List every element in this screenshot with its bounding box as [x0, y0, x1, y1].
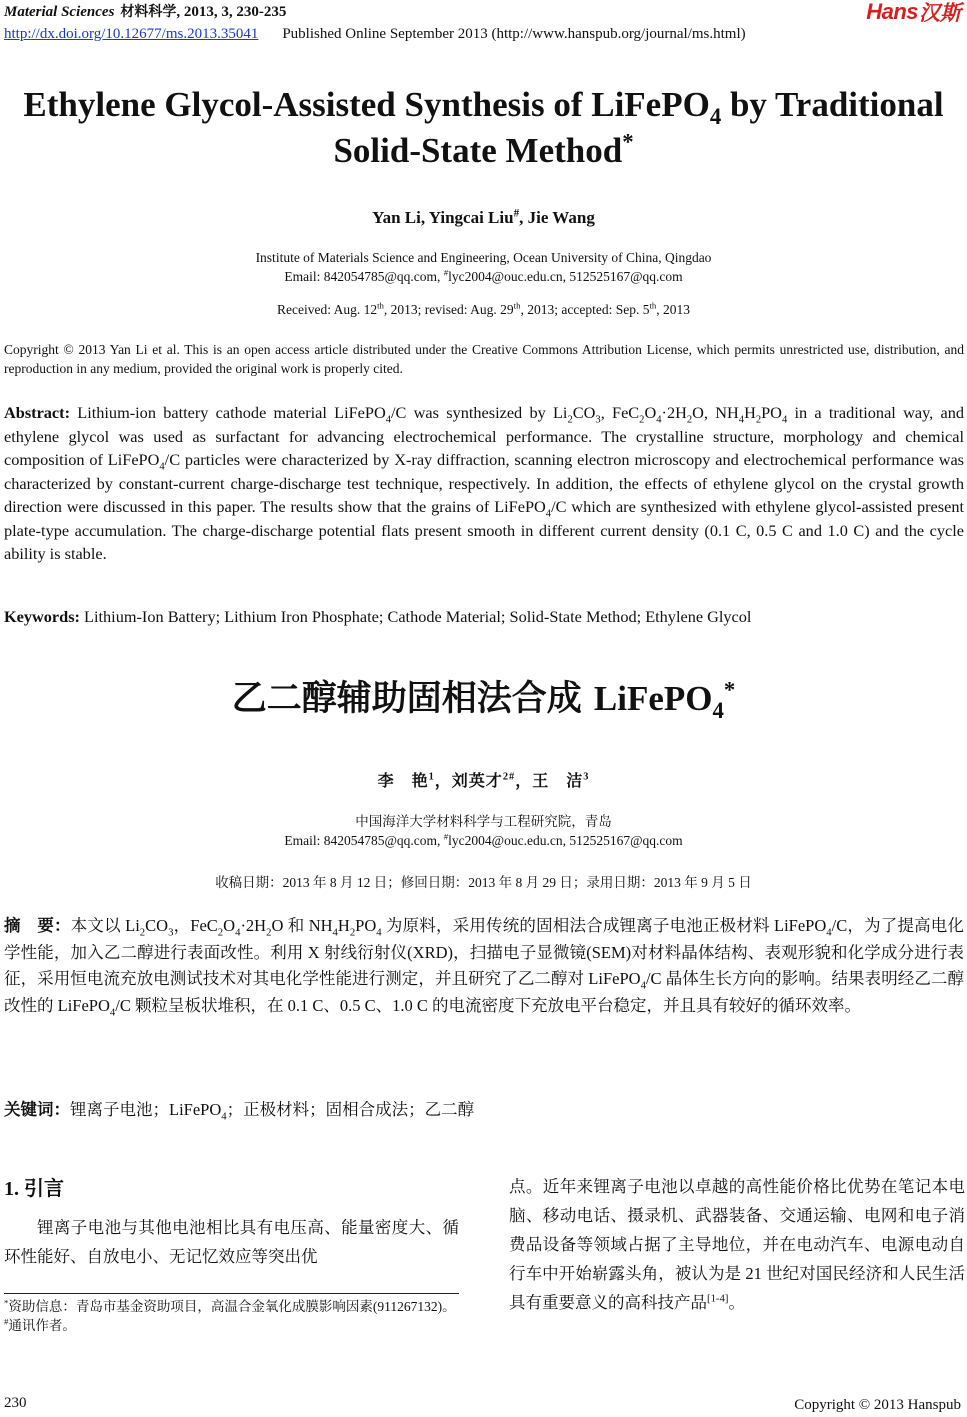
journal-volume: , 2013, 3, 230-235 — [176, 4, 287, 20]
footnote-corresponding: #通讯作者。 — [4, 1316, 76, 1333]
journal-name-cn: 材料科学 — [120, 4, 177, 20]
chinese-email-line: Email: 842054785@qq.com, #lyc2004@ouc.edu.cn, 512525167@qq.com — [284, 831, 683, 848]
abstract: Abstract: Lithium-ion battery cathode material LiFePO$_4$/C was synthesized by $Li_2CO_3$, $FeC_2O_4\cdot 2H_2O$, $NH_4H_2PO_4$ in a traditional way, and ethylene glycol was used as surfactant for advancing electrochemical performance. The crystalline structure, morphology and chemical composition of LiFePO$_4$/C particles were characterized by X-ray diffraction, scanning electron microscopy and electrochemical performance was characterized by constant-current charge-discharge test technique, respectively. In addition, the effects of ethylene glycol on the crystal growth direction were discussed in this paper. The results show that the grains of LiFePO$_4$/C which are synthesized with ethylene glycol-assisted present plate-type accumulation. The charge-discharge potential flats present smooth in different current density (0.1 C, 0.5 C and 1.0 C) and the cycle ability is stable. — [4, 403, 965, 563]
left-column — [4, 1213, 459, 1271]
abstract-label: Abstract: — [4, 403, 71, 422]
header-line-2 — [4, 24, 746, 44]
doi-link[interactable]: http://dx.doi.org/10.12677/ms.2013.35041 — [4, 26, 259, 42]
section-heading: 1. 引言 — [4, 1178, 64, 1200]
chinese-received-dates: 收稿日期：2013 年 8 月 12 日；修回日期：2013 年 8 月 29 日；录用日期：2013 年 9 月 5 日 — [215, 875, 752, 890]
keywords-label: Keywords: — [4, 607, 80, 626]
intro-paragraph-right: 点。近年来锂离子电池以卓越的高性能价格比优势在笔记本电脑、移动电话、摄录机、武器装备、交通运输、电网和电子消费品设备等领域占据了主导地位，并在电动汽车、电源电动自行车中开始崭露头角，被认为是 21 世纪对国民经济和人民生活具有重要意义的高科技产品[1-4]。 — [509, 1177, 965, 1312]
copyright-note: Copyright © 2013 Yan Li et al. This is an open access article distributed under the Creative Commons Attribution License, which permits unrestricted use, distribution, and reproduction in any medium, provided the original work is properly cited. — [4, 342, 964, 376]
hanspub-logo: Hans 汉斯 — [866, 0, 961, 25]
journal-name: Material Sciences — [4, 4, 115, 20]
footer-copyright: Copyright © 2013 Hanspub — [794, 1397, 961, 1413]
footnote-funding: *资助信息：青岛市基金资助项目，高温合金氧化成膜影响因素(911267132)。 — [4, 1297, 456, 1314]
chinese-affiliation — [0, 812, 967, 850]
citation-ref[interactable]: [1-4] — [707, 1292, 729, 1305]
chinese-institute: 中国海洋大学材料科学与工程研究院，青岛 — [355, 814, 612, 829]
keywords: Keywords: Lithium-Ion Battery; Lithium Iron Phosphate; Cathode Material; Solid-State Method; Ethylene Glycol — [4, 607, 752, 626]
chinese-keywords: 关键词：锂离子电池；LiFePO$_4$；正极材料；固相合成法；乙二醇 — [4, 1100, 475, 1123]
published-note: Published Online September 2013 (http://www.hanspub.org/journal/ms.html) — [282, 26, 746, 42]
chinese-author-list: 李 艳$^1$，刘英才$^{2\#}$，王 洁$^3$ — [377, 771, 590, 790]
chinese-keywords-label: 关键词： — [4, 1100, 70, 1119]
footnotes — [4, 1297, 459, 1335]
institute: Institute of Materials Science and Engineering, Ocean University of China, Qingdao — [255, 250, 712, 265]
received-dates: Received: Aug. 12th, 2013; revised: Aug. 29th, 2013; accepted: Sep. 5th, 2013 — [276, 300, 691, 317]
paper-title: Ethylene Glycol-Assisted Synthesis of LiFePO$_4$ by Traditional Solid-State Method* — [23, 85, 944, 170]
right-column — [509, 1172, 965, 1317]
chinese-abstract-label: 摘 要： — [4, 916, 71, 935]
journal-citation — [4, 2, 286, 22]
author-list: Yan Li, Yingcai Liu#, Jie Wang — [372, 207, 595, 227]
intro-paragraph-left: 锂离子电池与其他电池相比具有电压高、能量密度大、循环性能好、自放电小、无记忆效应等突出优 — [4, 1218, 459, 1266]
chinese-abstract: 摘 要：本文以 $Li_2CO_3$，$FeC_2O_4\cdot 2H_2O$ 和 $NH_4H_2PO_4$ 为原料，采用传统的固相法合成锂离子电池正极材料 LiFePO$_4$/C，为了提高电化学性能，加入乙二醇进行表面改性。利用 X 射线衍射仪(XRD)，扫描电子显微镜(SEM)对材料晶体结构、表观形貌和化学成分进行表征，采用恒电流充放电测试技术对其电化学性能进行测定，并且研究了乙二醇对 LiFePO$_4$/C 晶体生长方向的影响。结果表明经乙二醇改性的 LiFePO$_4$/C 颗粒呈板状堆积，在 0.1 C、0.5 C、1.0 C 的电流密度下充放电平台稳定，并且具有较好的循环效率。 — [4, 916, 964, 1018]
footnote-divider — [4, 1293, 459, 1294]
email-line: Email: 842054785@qq.com, #lyc2004@ouc.edu.cn, 512525167@qq.com — [284, 267, 683, 284]
affiliation — [0, 248, 967, 286]
chinese-title: 乙二醇辅助固相法合成 LiFePO$_4$* — [231, 677, 736, 723]
page-number: 230 — [4, 1395, 27, 1411]
